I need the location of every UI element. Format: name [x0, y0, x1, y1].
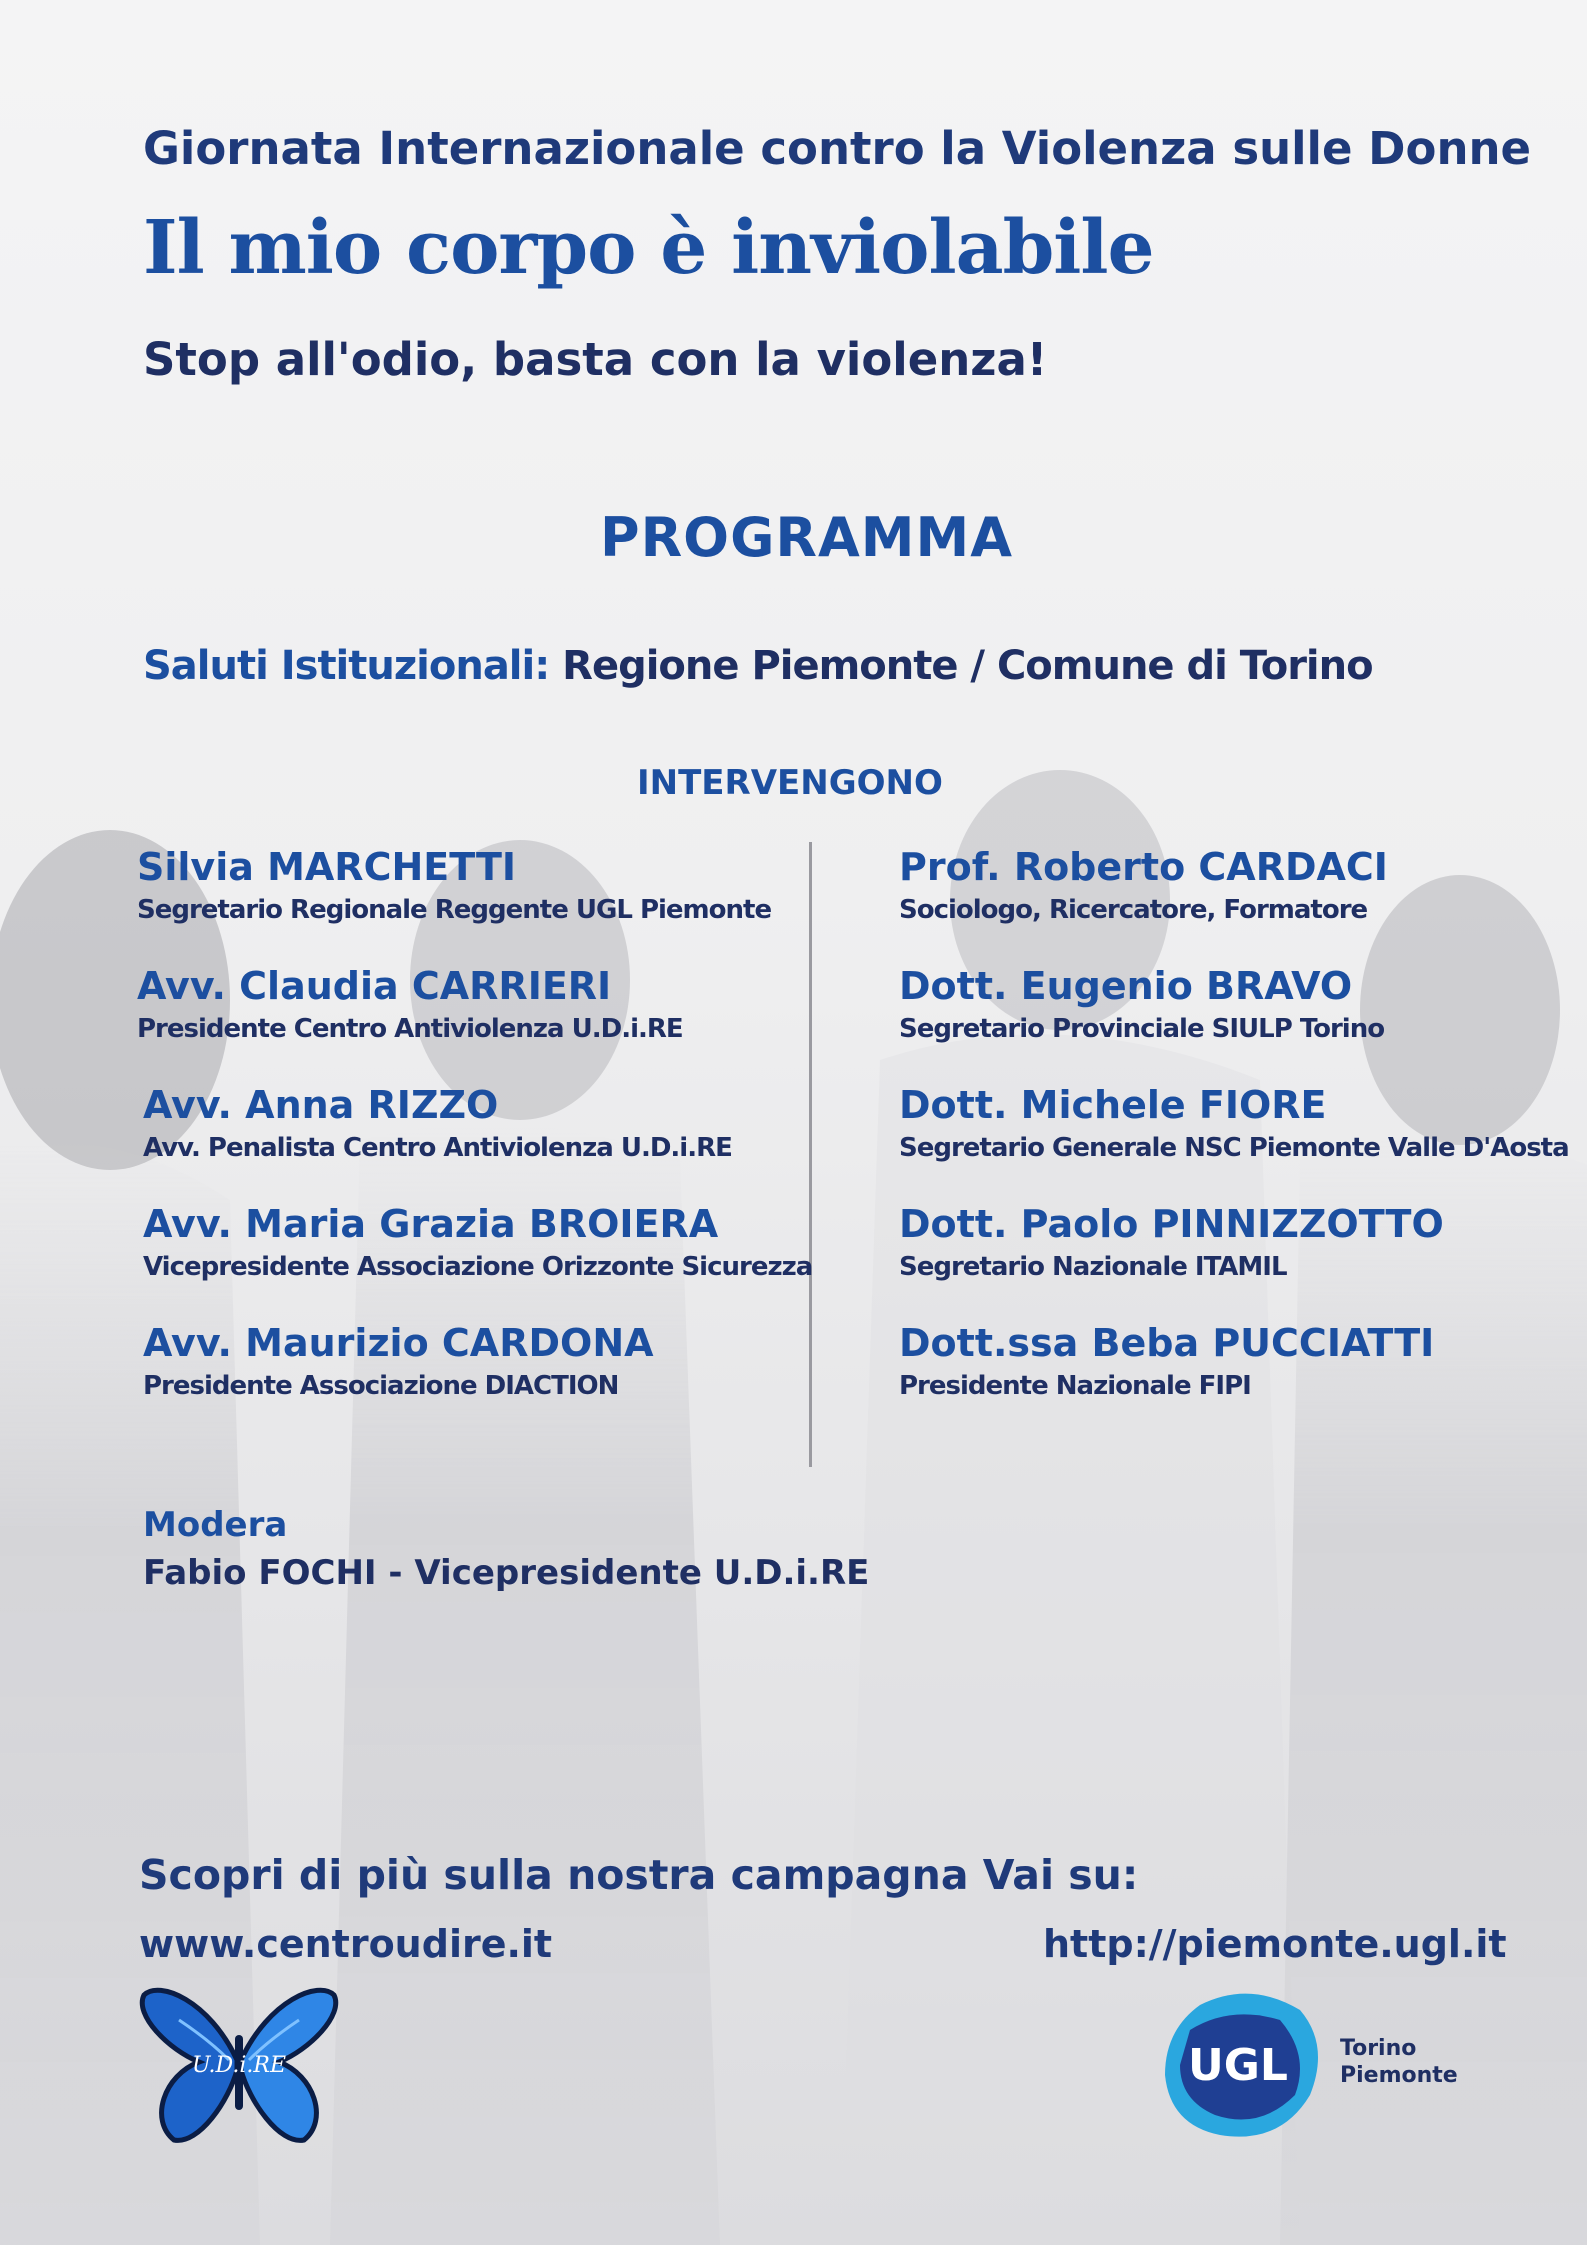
butterfly-logo-text: U.D.i.RE — [191, 2053, 287, 2078]
ugl-region: Piemonte — [1340, 2063, 1458, 2088]
speakers-heading: INTERVENGONO — [637, 763, 943, 803]
campaign-cta: Scopri di più sulla nostra campagna Vai su: — [139, 1851, 1139, 1899]
speaker-role: Segretario Generale NSC Piemonte Valle D'Aosta — [899, 1133, 1569, 1163]
speaker-name: Dott. Paolo PINNIZZOTTO — [899, 1202, 1444, 1246]
speaker-role: Vicepresidente Associazione Orizzonte Sicurezza — [143, 1252, 813, 1282]
speaker-role: Avv. Penalista Centro Antiviolenza U.D.i.RE — [143, 1133, 732, 1163]
udire-butterfly-logo — [139, 1980, 339, 2145]
speaker-name: Avv. Maurizio CARDONA — [143, 1321, 654, 1365]
speaker-name: Dott. Eugenio BRAVO — [899, 964, 1353, 1008]
speaker-role: Segretario Provinciale SIULP Torino — [899, 1014, 1385, 1044]
speaker-role: Presidente Centro Antiviolenza U.D.i.RE — [137, 1014, 683, 1044]
moderator-label: Modera — [143, 1505, 288, 1545]
speaker-name: Dott. Michele FIORE — [899, 1083, 1327, 1127]
url-centroudire[interactable]: www.centroudire.it — [139, 1922, 553, 1966]
speaker-role: Segretario Nazionale ITAMIL — [899, 1252, 1287, 1282]
speaker-role: Presidente Nazionale FIPI — [899, 1371, 1251, 1401]
greetings-text: Regione Piemonte / Comune di Torino — [549, 643, 1373, 689]
speaker-name: Avv. Claudia CARRIERI — [137, 964, 612, 1008]
ugl-city: Torino — [1340, 2036, 1417, 2061]
speaker-name: Silvia MARCHETTI — [137, 845, 517, 889]
ugl-logo — [1160, 1985, 1460, 2145]
speaker-name: Dott.ssa Beba PUCCIATTI — [899, 1321, 1435, 1365]
url-ugl[interactable]: http://piemonte.ugl.it — [1043, 1922, 1507, 1966]
headline: Il mio corpo è inviolabile — [143, 205, 1154, 291]
speaker-name: Prof. Roberto CARDACI — [899, 845, 1388, 889]
greetings-label: Saluti Istituzionali: — [143, 643, 550, 689]
speaker-role: Presidente Associazione DIACTION — [143, 1371, 619, 1401]
ugl-logo-text: UGL — [1188, 2040, 1288, 2091]
event-title: Giornata Internazionale contro la Violenza sulle Donne — [143, 122, 1532, 175]
column-divider — [809, 842, 812, 1467]
speaker-name: Avv. Maria Grazia BROIERA — [143, 1202, 719, 1246]
program-heading: PROGRAMMA — [600, 506, 1014, 569]
speaker-role: Segretario Regionale Reggente UGL Piemonte — [137, 895, 772, 925]
subtitle: Stop all'odio, basta con la violenza! — [143, 333, 1048, 386]
speaker-role: Sociologo, Ricercatore, Formatore — [899, 895, 1368, 925]
greetings-line — [143, 643, 1373, 689]
speaker-name: Avv. Anna RIZZO — [143, 1083, 499, 1127]
moderator: Fabio FOCHI - Vicepresidente U.D.i.RE — [143, 1553, 870, 1593]
